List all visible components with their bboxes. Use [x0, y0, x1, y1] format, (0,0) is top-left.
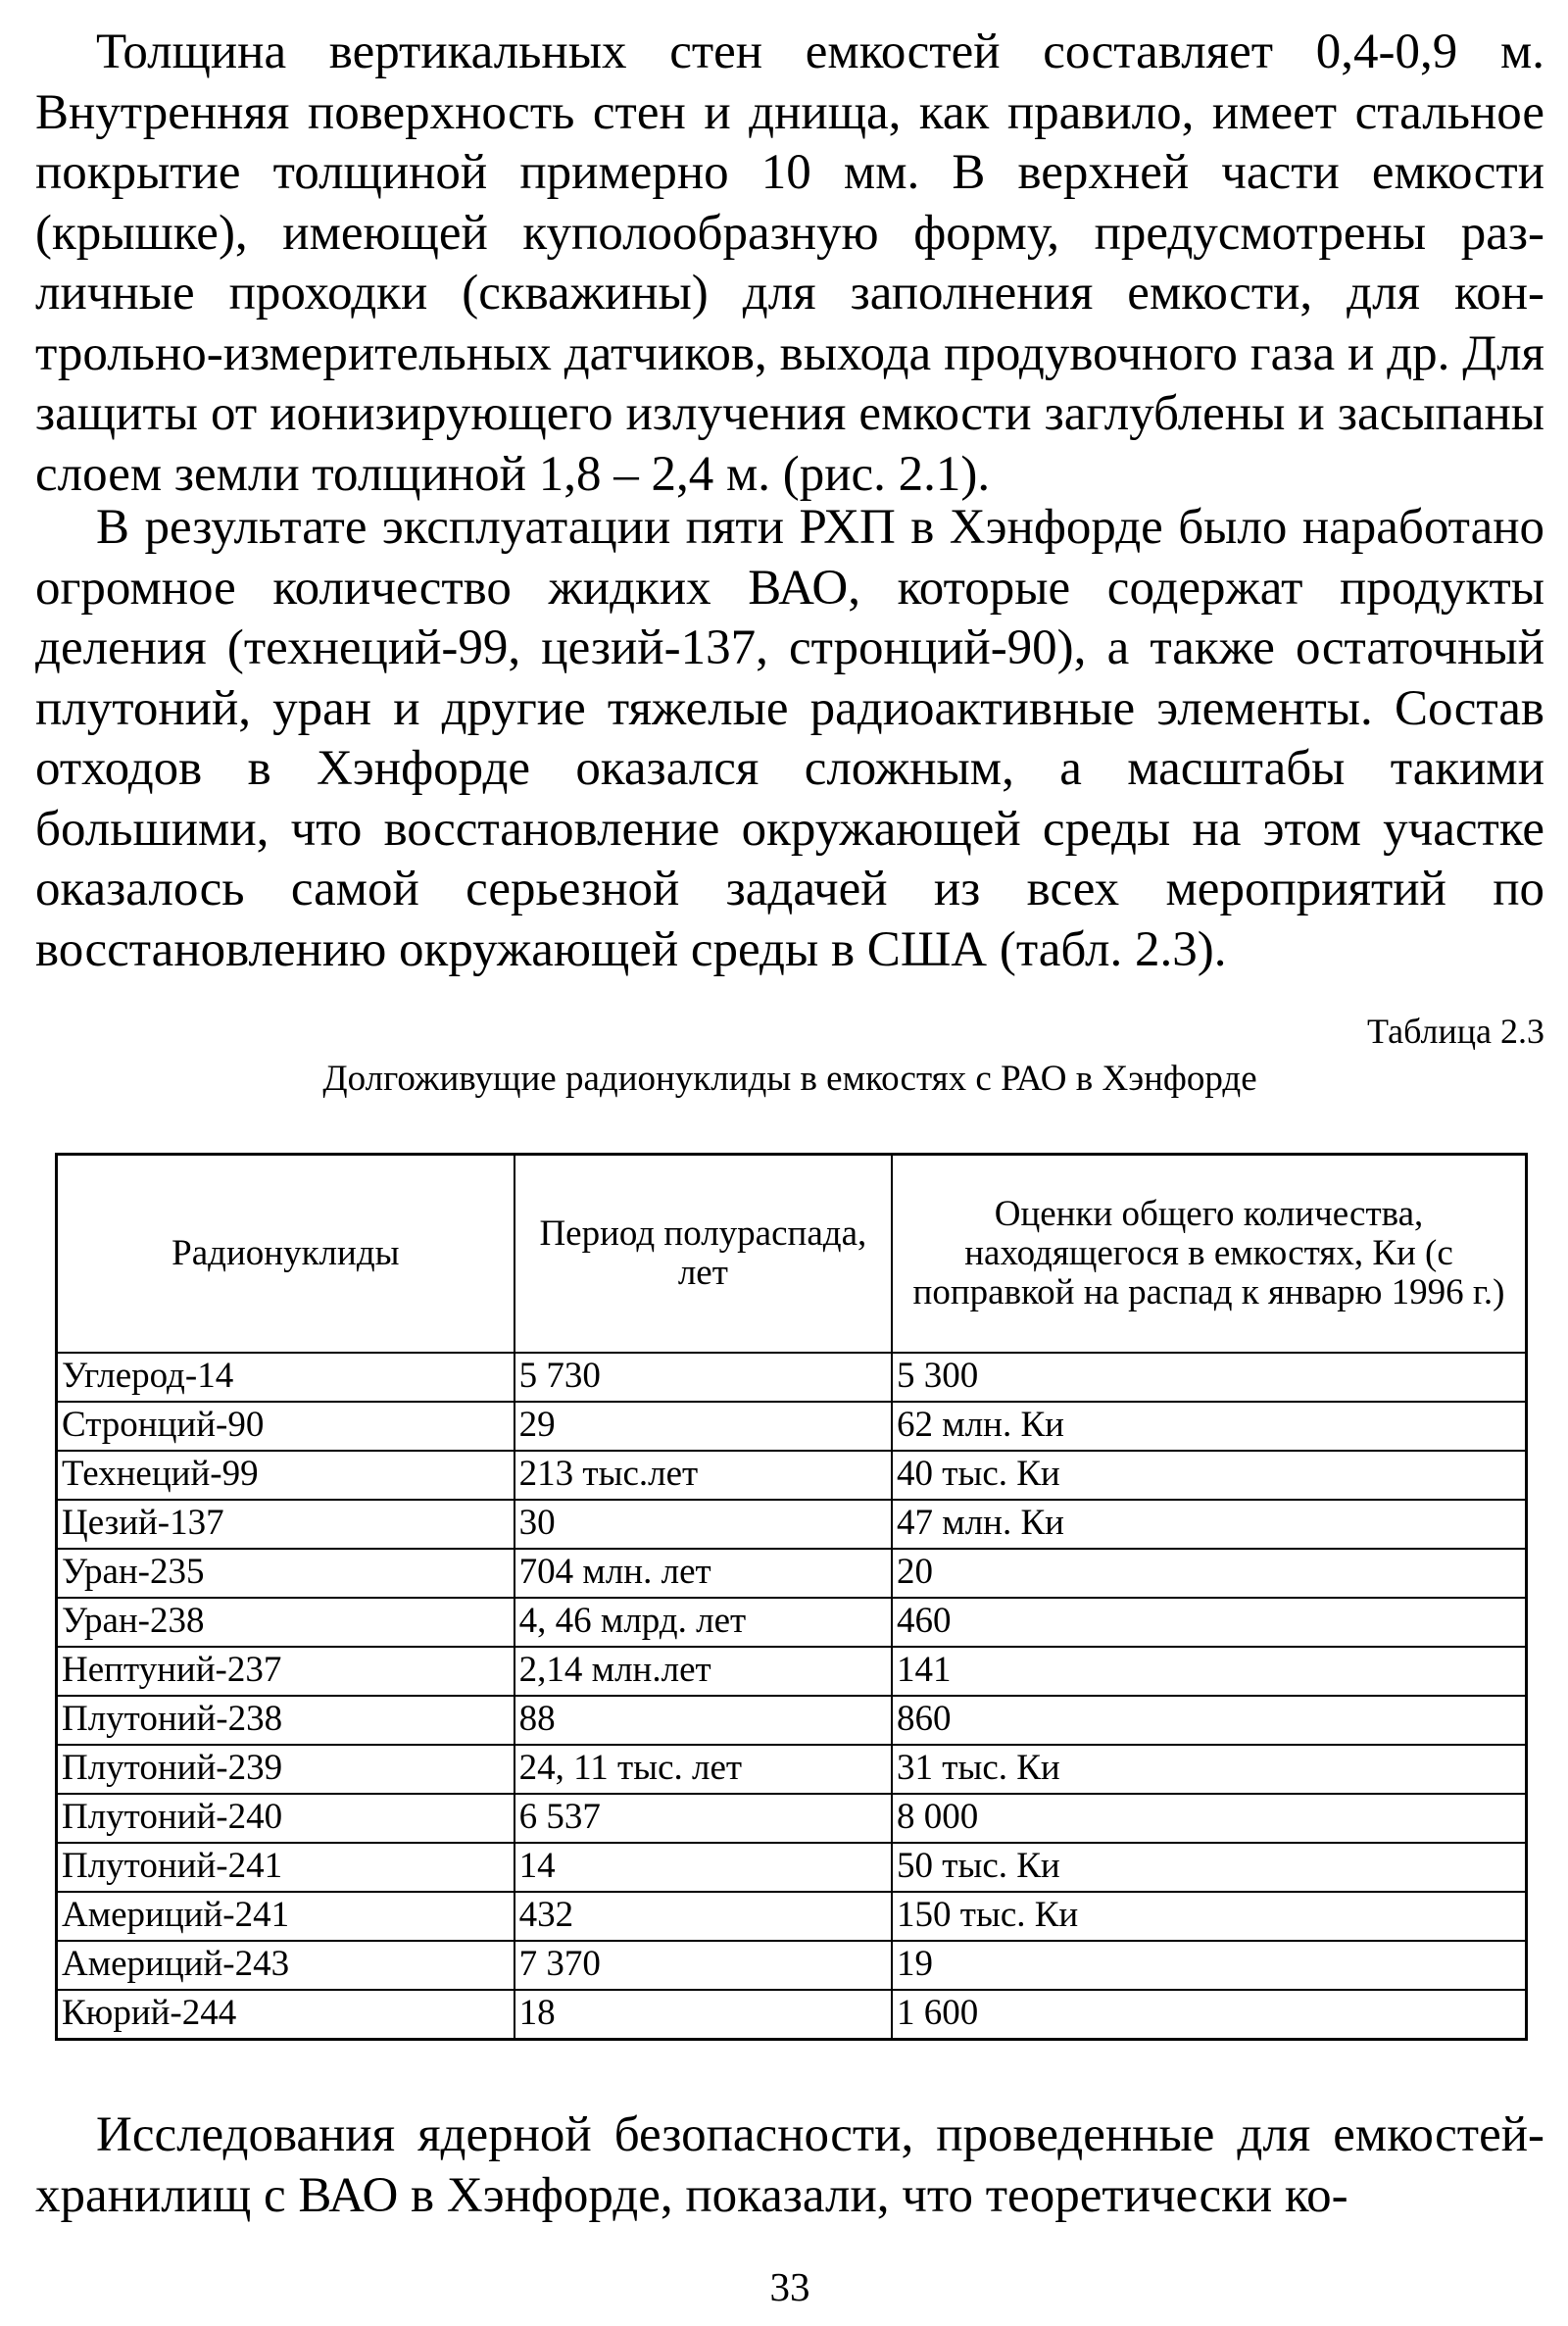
table-row	[57, 1941, 1527, 1990]
cell-half-life: 704 млн. лет	[514, 1549, 892, 1598]
cell-half-life: 6 537	[514, 1794, 892, 1843]
table-row	[57, 1402, 1527, 1451]
cell-activity: 860	[892, 1696, 1526, 1745]
cell-activity: 20	[892, 1549, 1526, 1598]
cell-nuclide: Технеций-99	[57, 1451, 514, 1500]
cell-half-life: 7 370	[514, 1941, 892, 1990]
cell-nuclide: Америций-241	[57, 1892, 514, 1941]
table-row	[57, 1353, 1527, 1402]
cell-half-life: 213 тыс.лет	[514, 1451, 892, 1500]
table-header-row	[57, 1155, 1527, 1354]
cell-activity: 150 тыс. Ки	[892, 1892, 1526, 1941]
cell-half-life: 5 730	[514, 1353, 892, 1402]
cell-activity: 62 млн. Ки	[892, 1402, 1526, 1451]
cell-half-life: 30	[514, 1500, 892, 1549]
cell-nuclide: Плутоний-240	[57, 1794, 514, 1843]
cell-activity: 50 тыс. Ки	[892, 1843, 1526, 1892]
cell-activity: 1 600	[892, 1990, 1526, 2040]
cell-nuclide: Уран-238	[57, 1598, 514, 1647]
radionuclides-table	[55, 1153, 1528, 2041]
cell-nuclide: Плутоний-239	[57, 1745, 514, 1794]
table-row	[57, 1745, 1527, 1794]
paragraph-nuclear-safety: Исследования ядерной безопасности, проведенные для емкостей-хранилищ с ВАО в Хэнфорде, показали, что теоретически ко-	[35, 2107, 1544, 2223]
table-row	[57, 1500, 1527, 1549]
page-number: 33	[769, 2264, 810, 2309]
cell-half-life: 2,14 млн.лет	[514, 1647, 892, 1696]
cell-nuclide: Стронций-90	[57, 1402, 514, 1451]
cell-nuclide: Кюрий-244	[57, 1990, 514, 2040]
cell-half-life: 24, 11 тыс. лет	[514, 1745, 892, 1794]
header-half-life: Период полураспада, лет	[514, 1155, 892, 1354]
cell-half-life: 14	[514, 1843, 892, 1892]
table-row	[57, 1696, 1527, 1745]
table-row	[57, 1892, 1527, 1941]
table-row	[57, 1549, 1527, 1598]
header-total-activity: Оценки общего количества, находящегося в емкостях, Ки (с поправкой на распад к январю 1996 г.)	[892, 1155, 1526, 1354]
table-row	[57, 1794, 1527, 1843]
cell-half-life: 88	[514, 1696, 892, 1745]
document-page	[35, 0, 1544, 2326]
table-row	[57, 1598, 1527, 1647]
table-title: Долгоживущие радионуклиды в емкостях с РАО в Хэнфорде	[322, 1059, 1257, 1099]
table-row	[57, 1647, 1527, 1696]
cell-activity: 5 300	[892, 1353, 1526, 1402]
cell-activity: 19	[892, 1941, 1526, 1990]
cell-half-life: 29	[514, 1402, 892, 1451]
cell-activity: 47 млн. Ки	[892, 1500, 1526, 1549]
cell-half-life: 432	[514, 1892, 892, 1941]
table-row	[57, 1843, 1527, 1892]
cell-nuclide: Углерод-14	[57, 1353, 514, 1402]
cell-half-life: 4, 46 млрд. лет	[514, 1598, 892, 1647]
cell-half-life: 18	[514, 1990, 892, 2040]
table-row	[57, 1990, 1527, 2040]
cell-activity: 460	[892, 1598, 1526, 1647]
header-radionuclides: Радионуклиды	[57, 1155, 514, 1354]
table-row	[57, 1451, 1527, 1500]
cell-activity: 141	[892, 1647, 1526, 1696]
cell-nuclide: Уран-235	[57, 1549, 514, 1598]
cell-activity: 8 000	[892, 1794, 1526, 1843]
cell-activity: 31 тыс. Ки	[892, 1745, 1526, 1794]
cell-nuclide: Плутоний-241	[57, 1843, 514, 1892]
cell-nuclide: Плутоний-238	[57, 1696, 514, 1745]
paragraph-hanford-waste: В результате эксплуатации пяти РХП в Хэнфорде было наработано огромное количество жидких ВАО, которые содержат продукты деления (технеций-99, цезий-137, стронций-90), а также остаточный плутоний, уран и другие тяжелые радиоактивные элементы. Состав отходов в Хэнфорде оказался сложным, а масштабы такими большими, что восстановление окружающей среды на этом участке оказалось самой серьезной задачей из всех мероприятий по восстановлению окружающей среды в США (табл. 2.3).	[35, 500, 1544, 977]
cell-nuclide: Америций-243	[57, 1941, 514, 1990]
cell-nuclide: Цезий-137	[57, 1500, 514, 1549]
cell-activity: 40 тыс. Ки	[892, 1451, 1526, 1500]
table-label: Таблица 2.3	[1367, 1012, 1544, 1051]
cell-nuclide: Нептуний-237	[57, 1647, 514, 1696]
paragraph-tank-walls: Толщина вертикальных стен емкостей составляет 0,4-0,9 м. Внутренняя поверхность стен и днища, как правило, имеет стальное покрытие толщиной примерно 10 мм. В верхней части емкости (крышке), имеющей куполообразную форму, предусмотрены различные проходки (скважины) для заполнения емкости, для контрольно-измерительных датчиков, выхода продувочного газа и др. Для защиты от ионизирующего излучения емкости заглублены и засыпаны слоем земли толщиной 1,8 – 2,4 м. (рис. 2.1).	[35, 25, 1544, 502]
